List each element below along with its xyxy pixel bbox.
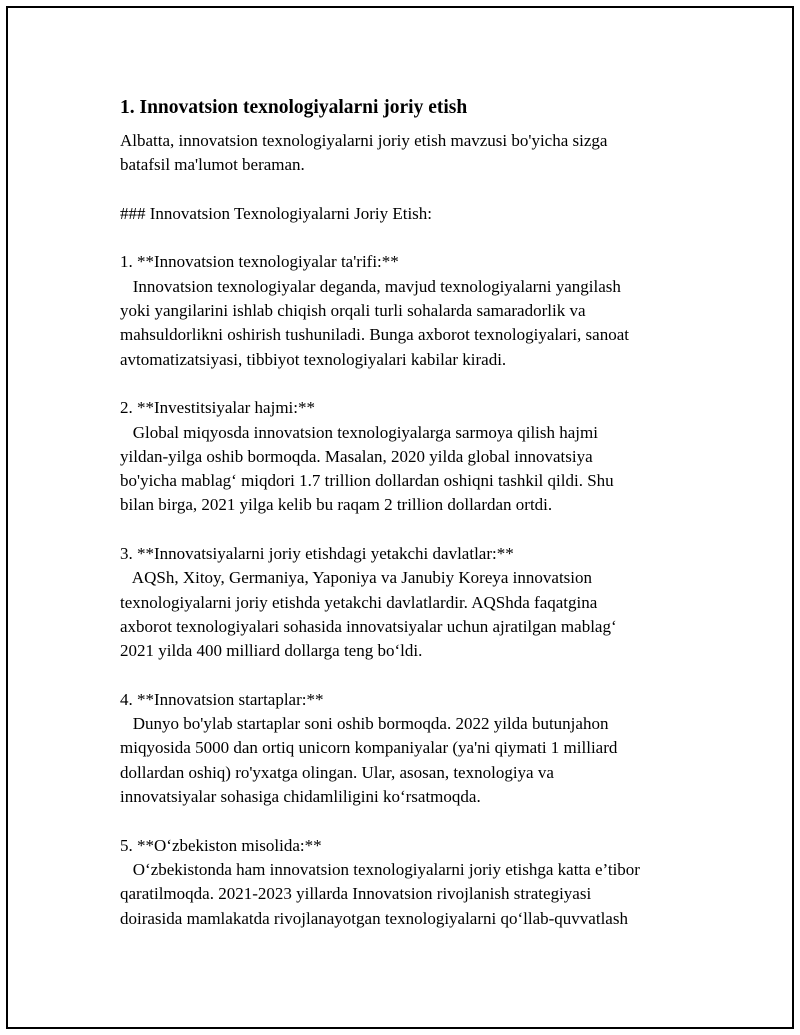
section-line: mahsuldorlikni oshirish tushuniladi. Bunga axborot texnologiyalari, sanoat <box>120 325 629 345</box>
section-line: bo'yicha mablag‘ miqdori 1.7 trillion dollardan oshiqni tashkil qildi. Shu <box>120 471 614 491</box>
section-line: miqyosida 5000 dan ortiq unicorn kompaniyalar (ya'ni qiymati 1 milliard <box>120 738 618 758</box>
section-5 <box>120 834 700 931</box>
paragraph-gap <box>120 178 700 202</box>
intro-line: batafsil ma'lumot beraman. <box>120 155 305 175</box>
section-line: dollardan oshiq) ro'yxatga olingan. Ular, asosan, texnologiya va <box>120 762 554 782</box>
section-1 <box>120 250 700 371</box>
document-body <box>120 96 700 931</box>
section-2 <box>120 396 700 517</box>
section-heading: 4. **Innovatsion startaplar:** <box>120 689 324 709</box>
paragraph-gap <box>120 664 700 688</box>
document-page <box>6 6 794 1029</box>
section-line: Innovatsion texnologiyalar deganda, mavjud texnologiyalarni yangilash <box>120 276 621 296</box>
section-line: AQSh, Xitoy, Germaniya, Yaponiya va Janubiy Koreya innovatsion <box>120 568 593 588</box>
section-line: texnologiyalarni joriy etishda yetakchi davlatlardir. AQShda faqatgina <box>120 592 598 612</box>
intro-line: Albatta, innovatsion texnologiyalarni joriy etish mavzusi bo'yicha sizga <box>120 131 608 150</box>
section-line: Global miqyosda innovatsion texnologiyalarga sarmoya qilish hajmi <box>120 422 598 442</box>
section-line: yoki yangilarini ishlab chiqish orqali turli sohalarda samaradorlik va <box>120 301 586 321</box>
section-line: avtomatizatsiyasi, tibbiyot texnologiyalari kabilar kiradi. <box>120 349 507 369</box>
section-line: axborot texnologiyalari sohasida innovatsiyalar uchun ajratilgan mablag‘ <box>120 616 617 636</box>
section-heading: 5. **O‘zbekiston misolida:** <box>120 835 322 855</box>
paragraph-gap <box>120 226 700 250</box>
section-3 <box>120 542 700 663</box>
subheading: ### Innovatsion Texnologiyalarni Joriy Etish: <box>120 203 433 223</box>
section-line: Dunyo bo'ylab startaplar soni oshib bormoqda. 2022 yilda butunjahon <box>120 714 609 734</box>
section-line: doirasida mamlakatda rivojlanayotgan texnologiyalarni qo‘llab-quvvatlash <box>120 908 628 928</box>
paragraph-gap <box>120 372 700 396</box>
document-title: 1. Innovatsion texnologiyalarni joriy etish <box>120 97 468 118</box>
section-line: innovatsiyalar sohasiga chidamliligini ko‘rsatmoqda. <box>120 787 481 807</box>
paragraph-gap <box>120 518 700 542</box>
paragraph-gap <box>120 809 700 833</box>
section-line: yildan-yilga oshib bormoqda. Masalan, 2020 yilda global innovatsiya <box>120 446 593 466</box>
section-line: qaratilmoqda. 2021-2023 yillarda Innovatsion rivojlanish strategiyasi <box>120 884 592 904</box>
section-heading: 2. **Investitsiyalar hajmi:** <box>120 398 315 418</box>
section-heading: 3. **Innovatsiyalarni joriy etishdagi yetakchi davlatlar:** <box>120 544 514 564</box>
section-4 <box>120 688 700 809</box>
section-line: 2021 yilda 400 milliard dollarga teng bo‘ldi. <box>120 641 423 661</box>
section-heading: 1. **Innovatsion texnologiyalar ta'rifi:** <box>120 252 399 272</box>
section-line: bilan birga, 2021 yilga kelib bu raqam 2 trillion dollardan ortdi. <box>120 495 553 515</box>
section-line: O‘zbekistonda ham innovatsion texnologiyalarni joriy etishga katta e’tibor <box>120 859 640 879</box>
